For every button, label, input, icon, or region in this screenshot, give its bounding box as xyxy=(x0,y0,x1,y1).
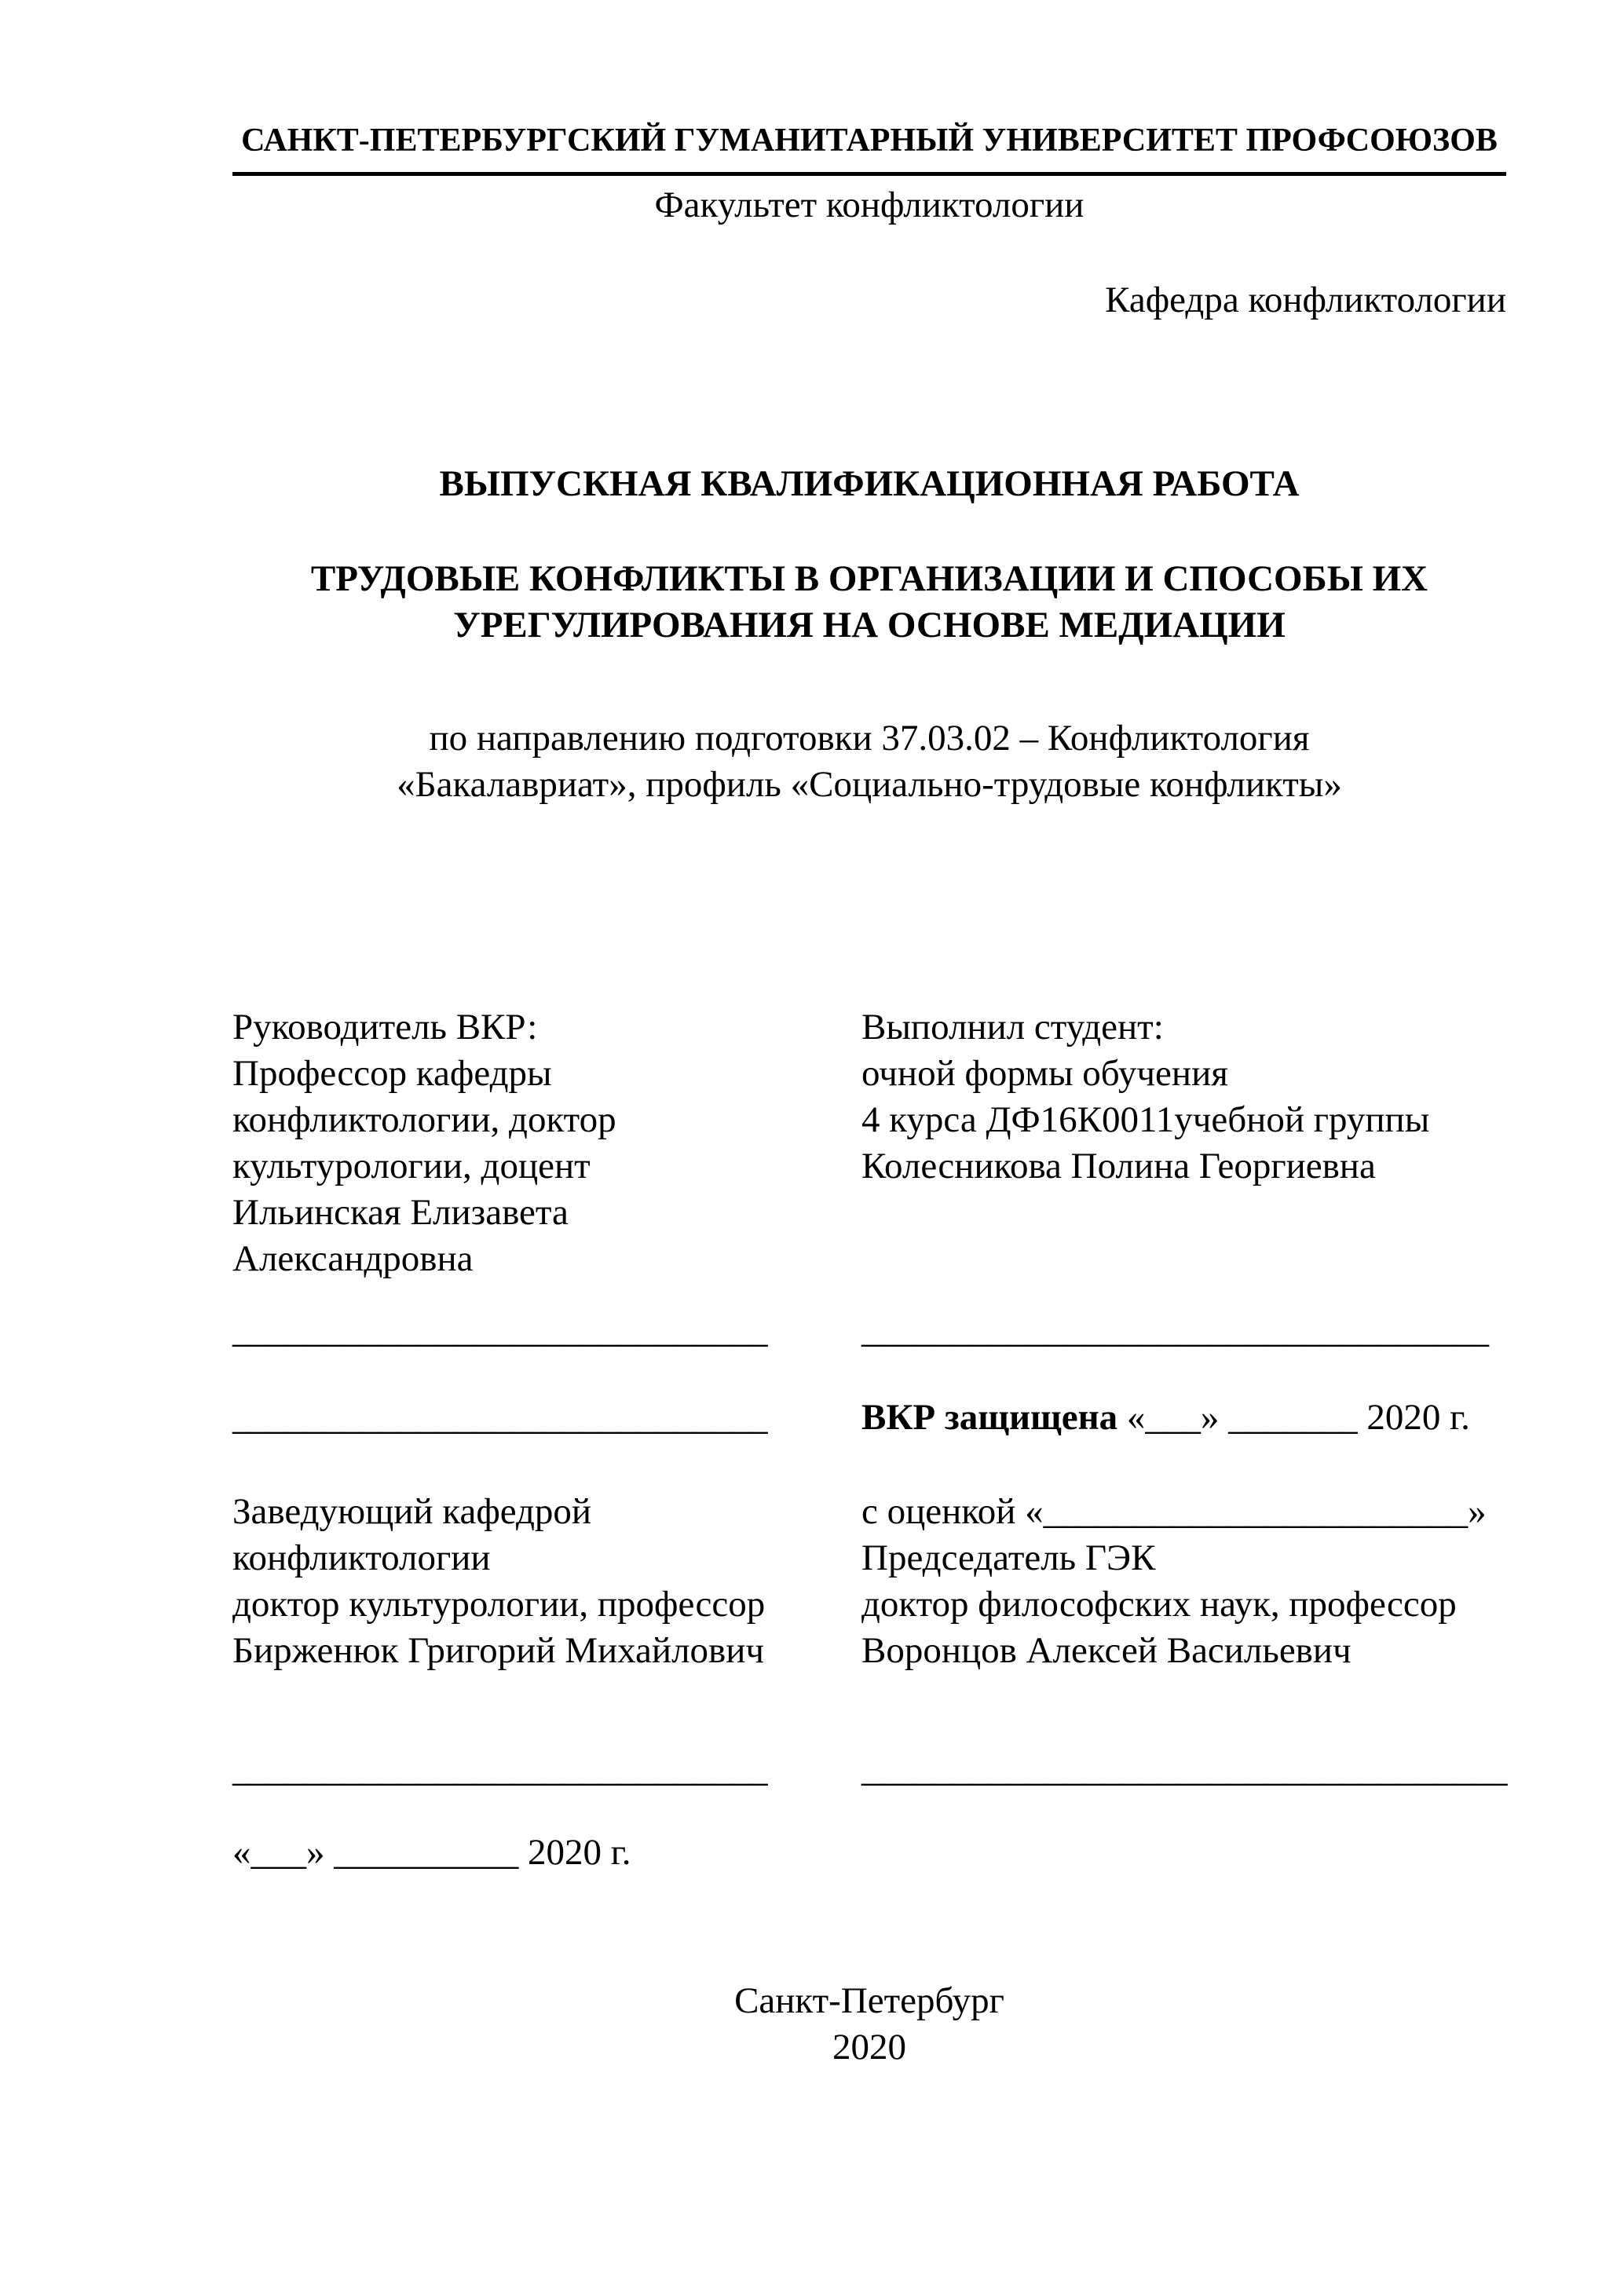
program-info xyxy=(232,715,1506,808)
supervisor-name-line: Александровна xyxy=(232,1238,474,1279)
student-name: Колесникова Полина Георгиевна xyxy=(861,1146,1376,1186)
supervisor-signature-line: _____________________________ xyxy=(232,1310,768,1351)
defended-date-blank: «___» _______ 2020 г. xyxy=(1117,1397,1470,1438)
supervisor-position-line: конфликтологии, доктор xyxy=(232,1099,616,1140)
department-head-signature-line: _____________________________ xyxy=(232,1749,768,1790)
committee-chair-name: Воронцов Алексей Васильевич xyxy=(861,1630,1352,1671)
department-head-line: доктор культурологии, профессор xyxy=(232,1584,766,1625)
university-name: САНКТ-ПЕТЕРБУРГСКИЙ ГУМАНИТАРНЫЙ УНИВЕРСИТЕТ ПРОФСОЮЗОВ xyxy=(232,118,1506,176)
department-head-name: Бирженюк Григорий Михайлович xyxy=(232,1630,765,1671)
year: 2020 xyxy=(832,2027,906,2067)
committee-chair-line: доктор философских наук, профессор xyxy=(861,1584,1457,1625)
grade-line: с оценкой «_______________________» xyxy=(861,1491,1487,1532)
supervisor-column xyxy=(232,1004,782,1876)
thesis-title xyxy=(232,556,1506,649)
thesis-title-line2: УРЕГУЛИРОВАНИЯ НА ОСНОВЕ МЕДИАЦИИ xyxy=(453,605,1286,645)
supervisor-label: Руководитель ВКР: xyxy=(232,1007,538,1047)
committee-chair-line: Председатель ГЭК xyxy=(861,1537,1156,1578)
work-type-heading: ВЫПУСКНАЯ КВАЛИФИКАЦИОННАЯ РАБОТА xyxy=(439,463,1300,504)
program-direction: по направлению подготовки 37.03.02 – Конфликтология xyxy=(429,718,1310,759)
supervisor-position-line: Профессор кафедры xyxy=(232,1053,552,1094)
student-column xyxy=(861,1004,1508,1876)
city: Санкт-Петербург xyxy=(734,1980,1004,2021)
student-info-line: очной формы обучения xyxy=(861,1053,1228,1094)
student-info-line: 4 курса ДФ16К0011учебной группы xyxy=(861,1099,1430,1140)
signature-section xyxy=(232,1004,1506,1876)
student-signature-line: __________________________________ xyxy=(861,1310,1489,1351)
defended-label: ВКР защищена xyxy=(861,1397,1118,1438)
date-line: «___» __________ 2020 г. xyxy=(232,1832,631,1873)
supervisor-name-line: Ильинская Елизавета xyxy=(232,1192,569,1233)
thesis-title-line1: ТРУДОВЫЕ КОНФЛИКТЫ В ОРГАНИЗАЦИИ И СПОСОБЫ ИХ xyxy=(310,558,1428,599)
program-profile: «Бакалавриат», профиль «Социально-трудовые конфликты» xyxy=(397,764,1342,805)
committee-chair-signature-line: ___________________________________ xyxy=(861,1749,1508,1790)
department-name: Кафедра конфликтологии xyxy=(1105,280,1506,320)
student-label: Выполнил студент: xyxy=(861,1007,1164,1047)
department-head-line: конфликтологии xyxy=(232,1537,491,1578)
faculty-name: Факультет конфликтологии xyxy=(654,185,1084,225)
supervisor-position-line: культурологии, доцент xyxy=(232,1146,591,1186)
department-head-line: Заведующий кафедрой xyxy=(232,1491,592,1532)
defended-line xyxy=(861,1395,1508,1441)
supervisor-signature-line: _____________________________ xyxy=(232,1397,768,1438)
